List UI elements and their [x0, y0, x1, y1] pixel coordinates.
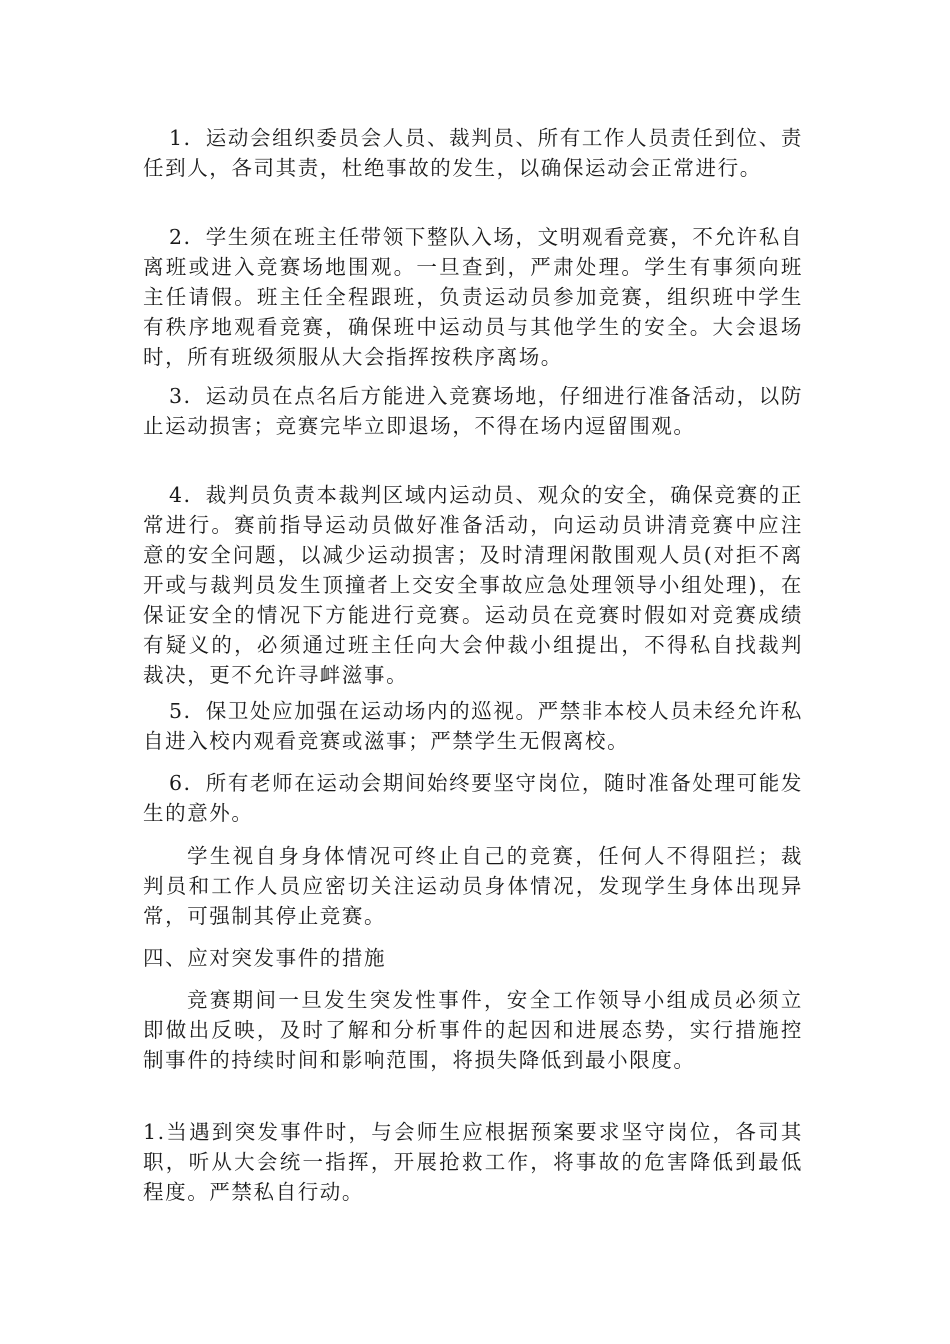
section-heading: 四、应对突发事件的措施 — [143, 946, 387, 970]
paragraph-note: 学生视自身身体情况可终止自己的竞赛，任何人不得阻拦；裁判员和工作人员应密切关注运动员身体情况，发现学生身体出现异常，可强制其停止竞赛。 — [143, 844, 803, 928]
paragraph-item-3: 3．运动员在点名后方能进入竞赛场地，仔细进行准备活动，以防止运动损害；竞赛完毕立即退场，不得在场内逗留围观。 — [143, 384, 803, 438]
paragraph-item-4: 4．裁判员负责本裁判区域内运动员、观众的安全，确保竞赛的正常进行。赛前指导运动员做好准备活动，向运动员讲清竞赛中应注意的安全问题，以减少运动损害；及时清理闲散围观人员(对拒不离开或与裁判员发生顶撞者上交安全事故应急处理领导小组处理)，在保证安全的情况下方能进行竞赛。运动员在竞赛时假如对竞赛成绩有疑义的，必须通过班主任向大会仲裁小组提出，不得私自找裁判裁决，更不允许寻衅滋事。 — [143, 483, 803, 687]
paragraph-item-1: 1．运动会组织委员会人员、裁判员、所有工作人员责任到位、责任到人，各司其责，杜绝事故的发生，以确保运动会正常进行。 — [143, 126, 803, 180]
paragraph-item-2: 2．学生须在班主任带领下整队入场，文明观看竞赛，不允许私自离班或进入竞赛场地围观。一旦查到，严肃处理。学生有事须向班主任请假。班主任全程跟班，负责运动员参加竞赛，组织班中学生有秩序地观看竞赛，确保班中运动员与其他学生的安全。大会退场时，所有班级须服从大会指挥按秩序离场。 — [143, 225, 803, 369]
section-intro: 竞赛期间一旦发生突发性事件，安全工作领导小组成员必须立即做出反映，及时了解和分析事件的起因和进展态势，实行措施控制事件的持续时间和影响范围，将损失降低到最小限度。 — [143, 988, 803, 1072]
measure-item-1: 1.当遇到突发事件时，与会师生应根据预案要求坚守岗位，各司其职，听从大会统一指挥，开展抢救工作，将事故的危害降低到最低程度。严禁私自行动。 — [143, 1120, 803, 1204]
paragraph-item-6: 6．所有老师在运动会期间始终要坚守岗位，随时准备处理可能发生的意外。 — [143, 771, 803, 825]
paragraph-item-5: 5．保卫处应加强在运动场内的巡视。严禁非本校人员未经允许私自进入校内观看竞赛或滋事；严禁学生无假离校。 — [143, 699, 803, 753]
